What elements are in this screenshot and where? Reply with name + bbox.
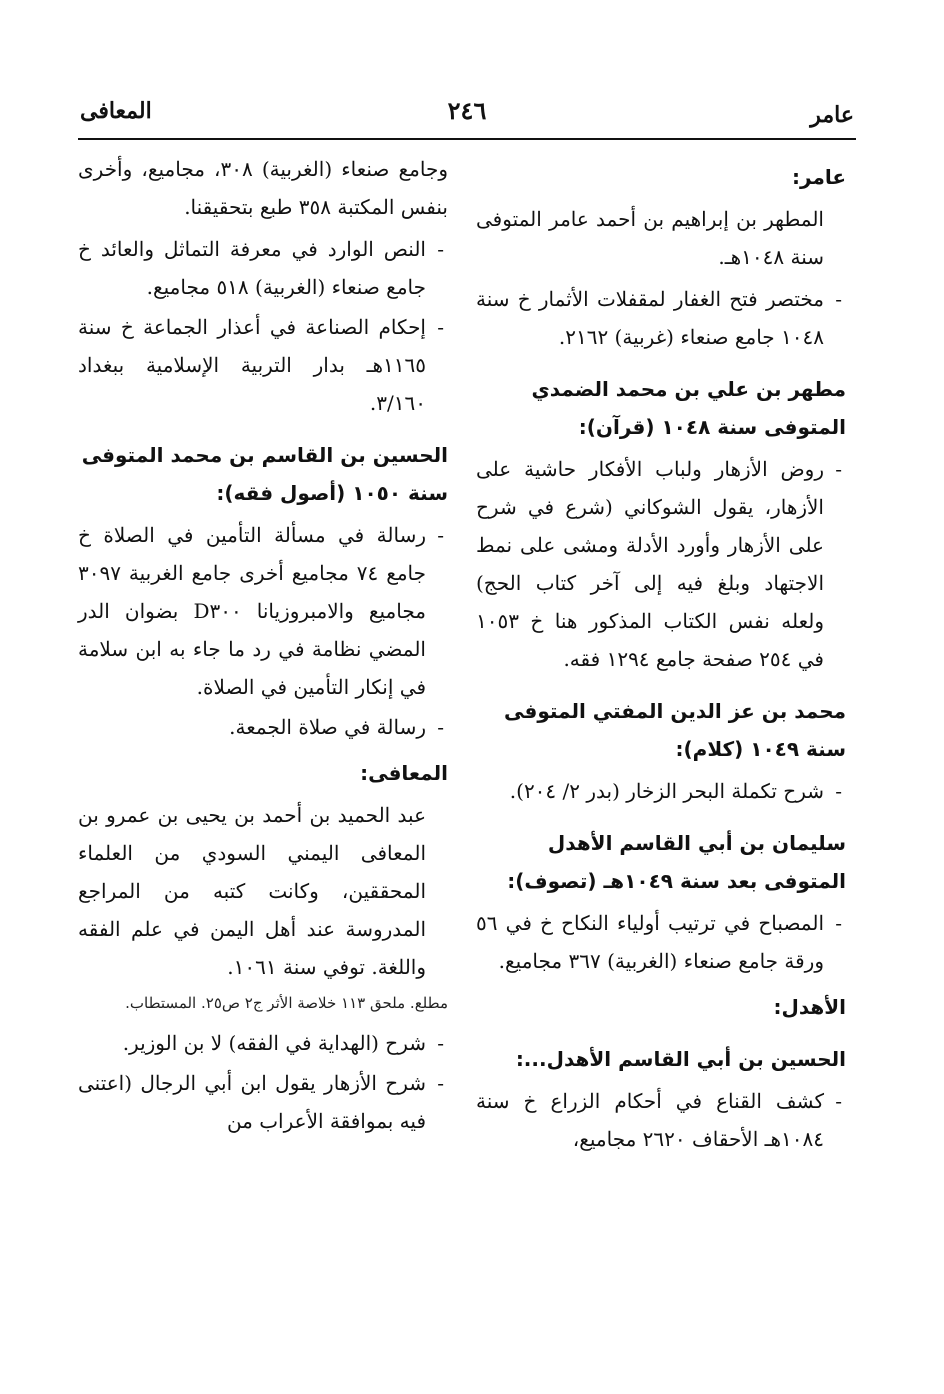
- section-heading-ahdal: الأهدل:: [773, 995, 846, 1019]
- entry-heading-muhammad: محمد بن عز الدين المفتي المتوفى سنة ١٠٤٩ (كلام):: [504, 699, 846, 761]
- entry-heading-sulayman: سليمان بن أبي القاسم الأهدل المتوفى بعد سنة ١٠٤٩هـ (تصوف):: [507, 831, 846, 893]
- page-number: ٢٤٦: [447, 96, 487, 125]
- work-item: - رسالة في مسألة التأمين في الصلاة خ جامع ٧٤ مجاميع أخرى جامع الغربية ٣٠٩٧ مجاميع والامبروزيانا D٣٠٠ بضوان الدر المضي نظامة في رد ما جاء به ابن سلامة في إنكار التأمين في الصلاة.: [78, 516, 448, 706]
- work-item: - شرح تكملة البحر الزخار (بدر ٢/ ٢٠٤).: [476, 772, 846, 810]
- works-list-mutahhar: [476, 450, 846, 678]
- work-item: - النص الوارد في معرفة التماثل والعائد خ جامع صنعاء (الغربية) ٥١٨ مجاميع.: [78, 230, 448, 306]
- work-item: - إحكام الصناعة في أعذار الجماعة خ سنة ١١٦٥هـ بدار التربية الإسلامية ببغداد ٣/١٦٠.: [78, 308, 448, 422]
- section-heading-muafa: المعافى:: [360, 761, 448, 785]
- work-item: - مختصر فتح الغفار لمقفلات الأثمار خ سنة ١٠٤٨ جامع صنعاء (غربية) ٢١٦٢.: [476, 280, 846, 356]
- header-left-term: المعافى: [80, 98, 152, 124]
- work-item: - شرح الأزهار يقول ابن أبي الرجال (اعتنى فيه بموافقة الأعراب من: [78, 1064, 448, 1140]
- work-item: - روض الأزهار ولباب الأفكار حاشية على الأزهار، يقول الشوكاني (شرع في شرح على الأزهار وأورد الأدلة ومشى على نمط الاجتهاد وبلغ فيه إلى آخر كتاب الحج) ولعله نفس الكتاب المذكور هنا خ ١٠٥٣ في ٢٥٤ صفحة جامع ١٢٩٤ فقه.: [476, 450, 846, 678]
- section-heading-amir: عامر:: [792, 165, 846, 189]
- header-right-term: عامر: [810, 102, 854, 128]
- source-note: مطلع. ملحق ١١٣ خلاصة الأثر ج٢ ص٢٥. المستطاب.: [125, 994, 448, 1012]
- works-list-muhammad: [476, 772, 846, 810]
- work-item: - رسالة في صلاة الجمعة.: [78, 708, 448, 746]
- entry-heading-husayn-ahdal: الحسين بن أبي القاسم الأهدل...:: [515, 1047, 846, 1071]
- left-column: [78, 150, 448, 1146]
- works-list-husayn-ahdal: [476, 1082, 846, 1158]
- work-item: - المصباح في ترتيب أولياء النكاح خ في ٥٦ ورقة جامع صنعاء (الغربية) ٣٦٧ مجاميع.: [476, 904, 846, 980]
- work-item: - شرح (الهداية في الفقه) لا بن الوزير.: [78, 1024, 448, 1062]
- works-list-continuation: [78, 230, 448, 422]
- right-column: [476, 150, 846, 1164]
- work-item: - كشف القناع في أحكام الزراع خ سنة ١٠٨٤هـ الأحقاف ٢٦٢٠ مجاميع،: [476, 1082, 846, 1158]
- running-header: [80, 96, 854, 136]
- works-list-husayn-qasim: [78, 516, 448, 746]
- bio-muafa: عبد الحميد بن أحمد بن يحيى بن عمرو بن المعافى اليمني السودي من العلماء المحققين، وكانت كتبه من المراجع المدروسة عند أهل اليمن في علم الفقه واللغة. توفي سنة ١٠٦١.: [78, 803, 426, 979]
- header-divider: [78, 138, 856, 140]
- works-list-sulayman: [476, 904, 846, 980]
- works-list-muafa: [78, 1024, 448, 1140]
- bio-amir: المطهر بن إبراهيم بن أحمد عامر المتوفى سنة ١٠٤٨هـ.: [476, 207, 824, 269]
- entry-heading-husayn-qasim: الحسين بن القاسم بن محمد المتوفى سنة ١٠٥٠ (أصول فقه):: [81, 443, 448, 505]
- entry-heading-mutahhar: مطهر بن علي بن محمد الضمدي المتوفى سنة ١٠٤٨ (قرآن):: [531, 377, 846, 439]
- works-list-amir: [476, 280, 846, 356]
- continuation-text: وجامع صنعاء (الغربية) ٣٠٨، مجاميع، وأخرى بنفس المكتبة ٣٥٨ طبع بتحقيقنا.: [78, 157, 448, 219]
